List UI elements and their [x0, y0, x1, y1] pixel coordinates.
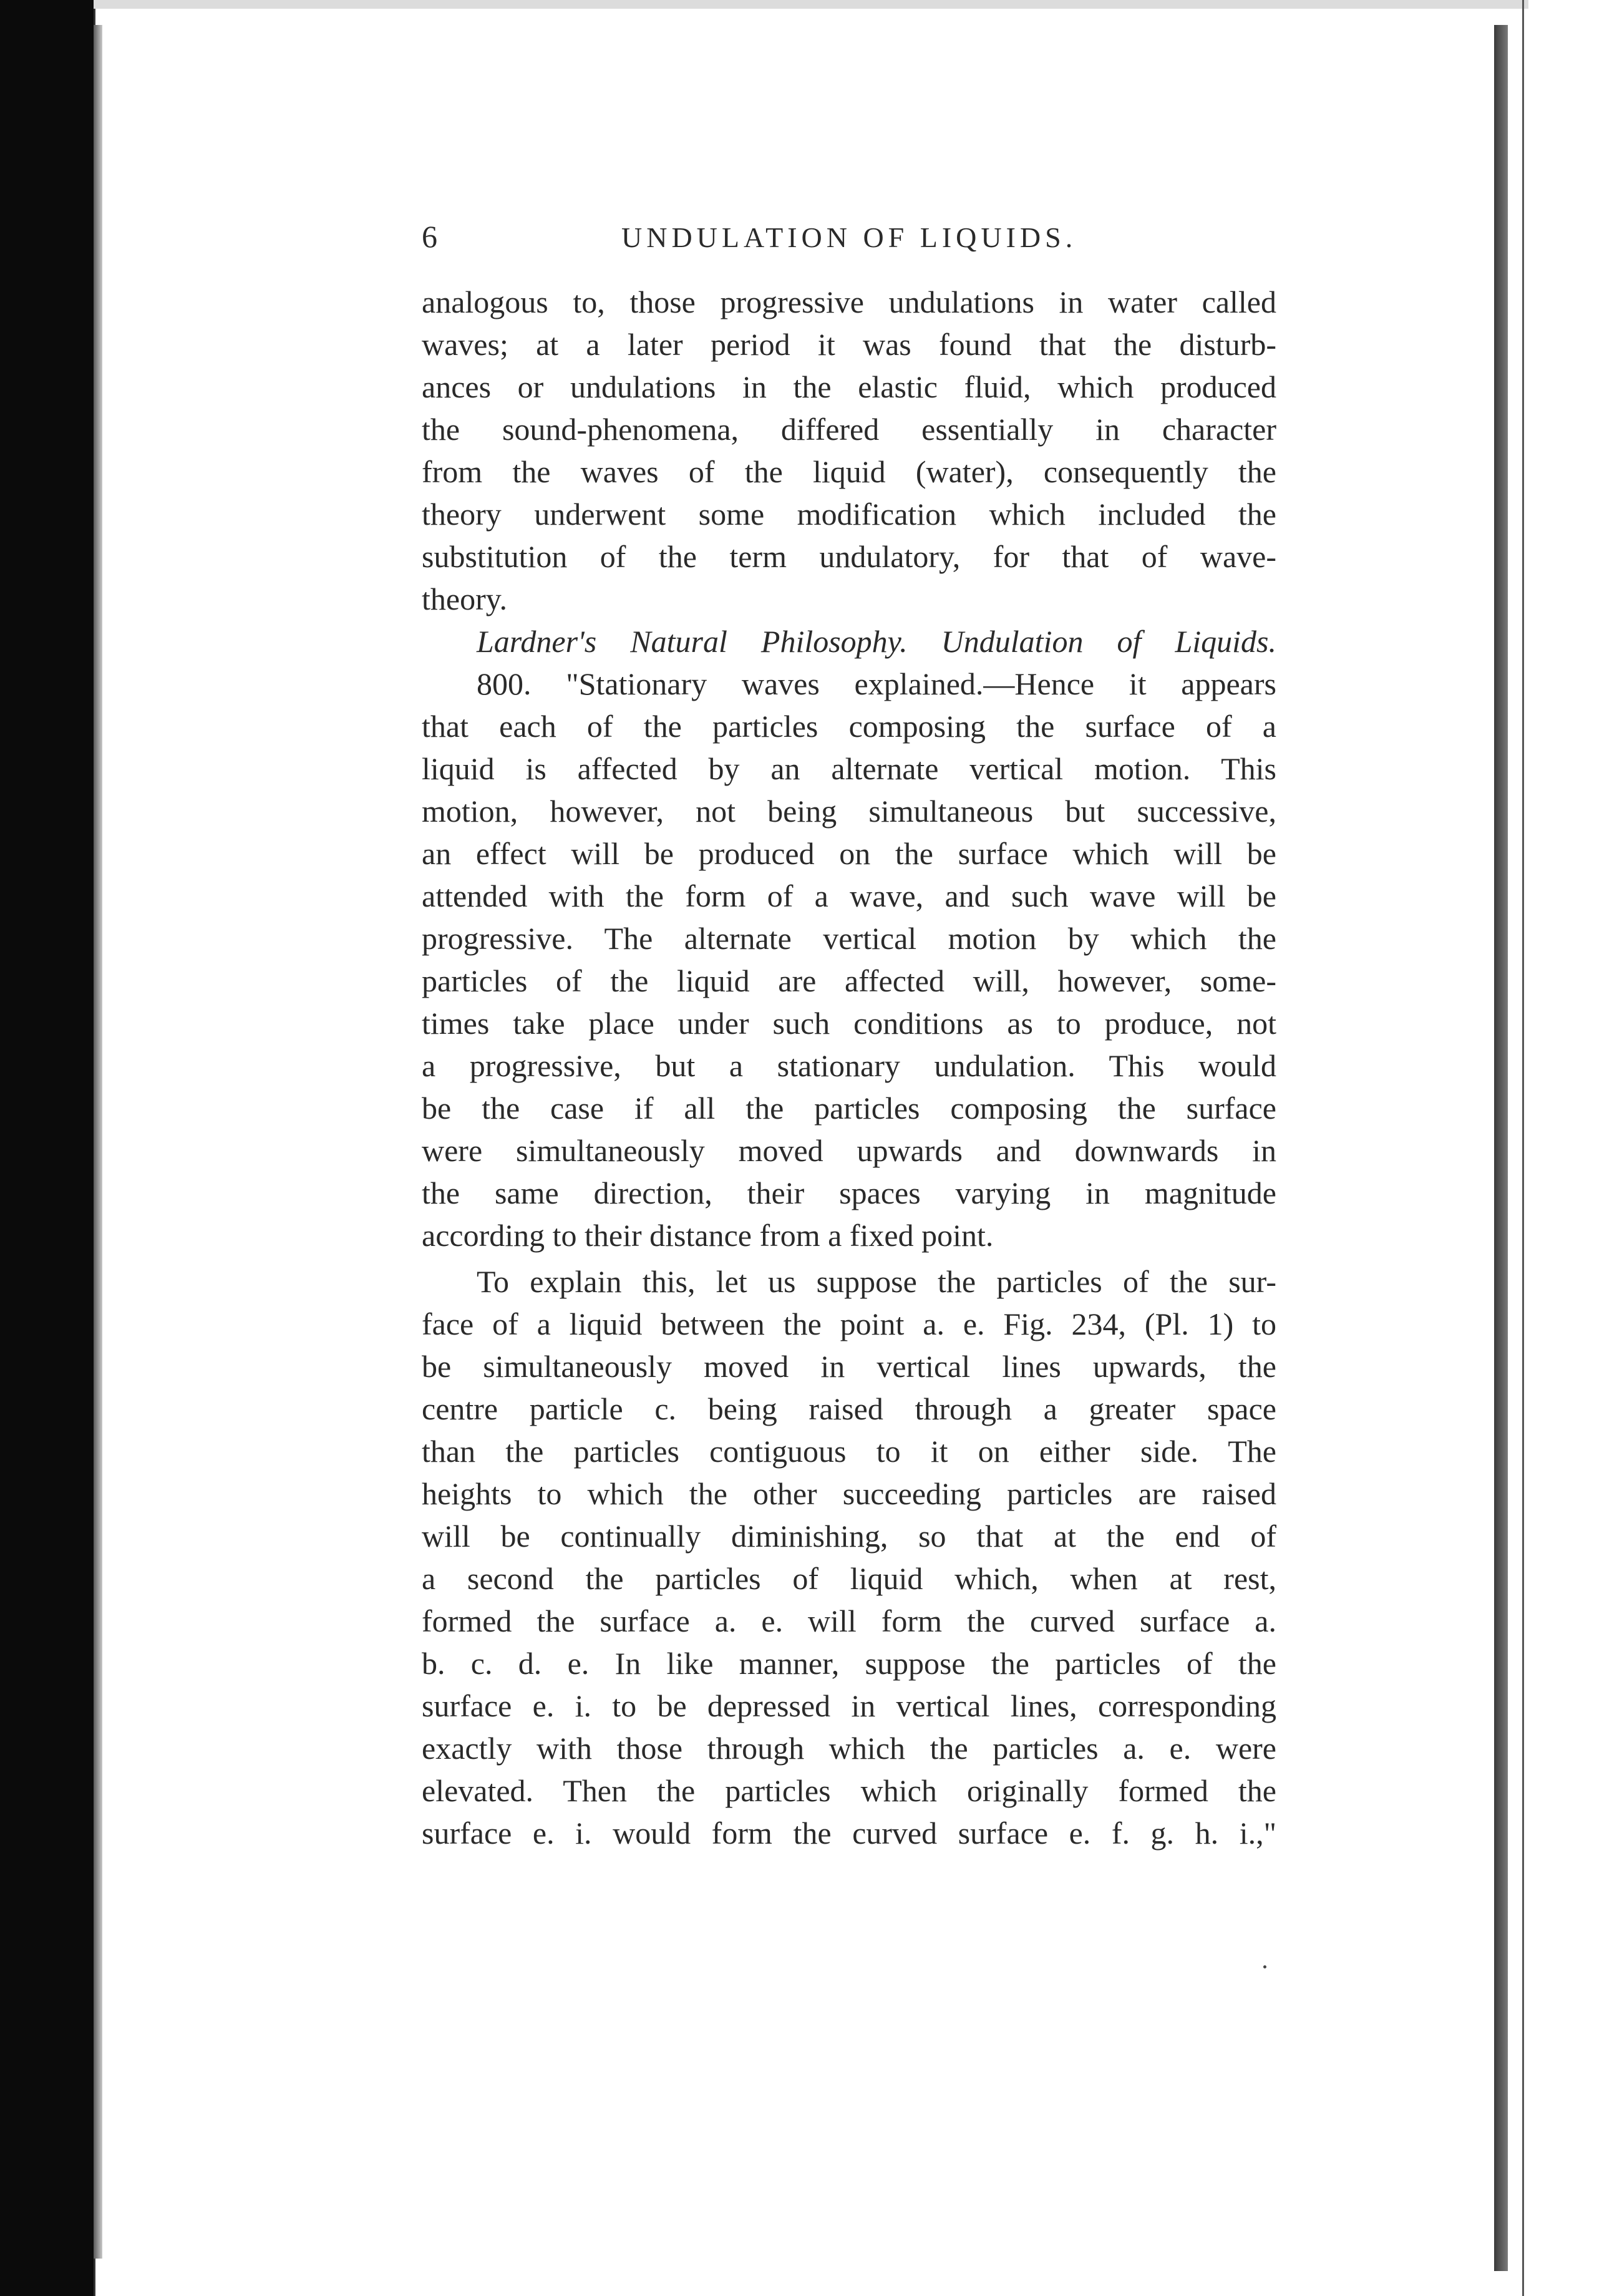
text-line: motion, however, not being simultaneous but successive,	[422, 794, 1276, 829]
text-line: be simultaneously moved in vertical lines upwards, the	[422, 1349, 1276, 1384]
scan-edge-right-line	[1522, 0, 1524, 2296]
text-line: the sound-phenomena, differed essentially in character	[422, 412, 1276, 447]
running-head-title: UNDULATION OF LIQUIDS.	[621, 221, 1077, 253]
text-line: than the particles contiguous to it on either side. The	[422, 1434, 1276, 1469]
text-line: exactly with those through which the particles a. e. were	[422, 1731, 1276, 1766]
text-line: an effect will be produced on the surface which will be	[422, 836, 1276, 871]
text-line: will be continually diminishing, so that at the end of	[422, 1519, 1276, 1554]
text-line: progressive. The alternate vertical motion by which the	[422, 921, 1276, 956]
scan-edge-right	[1494, 25, 1508, 2271]
text-line: surface e. i. to be depressed in vertical lines, corresponding	[422, 1688, 1276, 1723]
text-line: centre particle c. being raised through a greater space	[422, 1391, 1276, 1426]
text-line: a progressive, but a stationary undulation. This would	[422, 1048, 1276, 1083]
page-fold-shadow	[94, 25, 102, 2259]
paragraph-start-line: To explain this, let us suppose the particles of the sur-	[477, 1264, 1276, 1299]
text-line: from the waves of the liquid (water), consequently the	[422, 454, 1276, 489]
text-line: a second the particles of liquid which, when at rest,	[422, 1561, 1276, 1596]
text-line: waves; at a later period it was found that the disturb-	[422, 327, 1276, 362]
running-head	[422, 218, 1276, 256]
text-line: liquid is affected by an alternate vertical motion. This	[422, 751, 1276, 786]
paragraph-start-line: 800. "Stationary waves explained.—Hence it appears	[477, 666, 1276, 701]
text-line: elevated. Then the particles which originally formed the	[422, 1773, 1276, 1808]
text-line: analogous to, those progressive undulations in water called	[422, 285, 1276, 319]
text-line: were simultaneously moved upwards and downwards in	[422, 1133, 1276, 1168]
scan-edge-left	[0, 0, 94, 2296]
text-line: theory.	[422, 581, 507, 616]
text-line: the same direction, their spaces varying in magnitude	[422, 1175, 1276, 1210]
text-line: that each of the particles composing the surface of a	[422, 709, 1276, 744]
citation-line: Lardner's Natural Philosophy. Undulation of Liquids.	[477, 624, 1276, 659]
text-line: formed the surface a. e. will form the curved surface a.	[422, 1603, 1276, 1638]
text-line: substitution of the term undulatory, for that of wave-	[422, 539, 1276, 574]
text-line: according to their distance from a fixed point.	[422, 1218, 994, 1253]
text-line: attended with the form of a wave, and such wave will be	[422, 878, 1276, 913]
text-line: particles of the liquid are affected will, however, some-	[422, 963, 1276, 998]
text-line: theory underwent some modification which included the	[422, 497, 1276, 532]
scan-edge-top	[94, 0, 1528, 9]
scan-speck	[1263, 1965, 1266, 1968]
text-line: times take place under such conditions as to produce, not	[422, 1006, 1276, 1041]
text-line: ances or undulations in the elastic fluid, which produced	[422, 369, 1276, 404]
page-number: 6	[422, 219, 441, 254]
text-line: surface e. i. would form the curved surface e. f. g. h. i.,"	[422, 1816, 1276, 1851]
text-line: be the case if all the particles composing the surface	[422, 1091, 1276, 1126]
text-line: b. c. d. e. In like manner, suppose the particles of the	[422, 1646, 1276, 1681]
text-line: heights to which the other succeeding particles are raised	[422, 1476, 1276, 1511]
text-line: face of a liquid between the point a. e. Fig. 234, (Pl. 1) to	[422, 1306, 1276, 1341]
